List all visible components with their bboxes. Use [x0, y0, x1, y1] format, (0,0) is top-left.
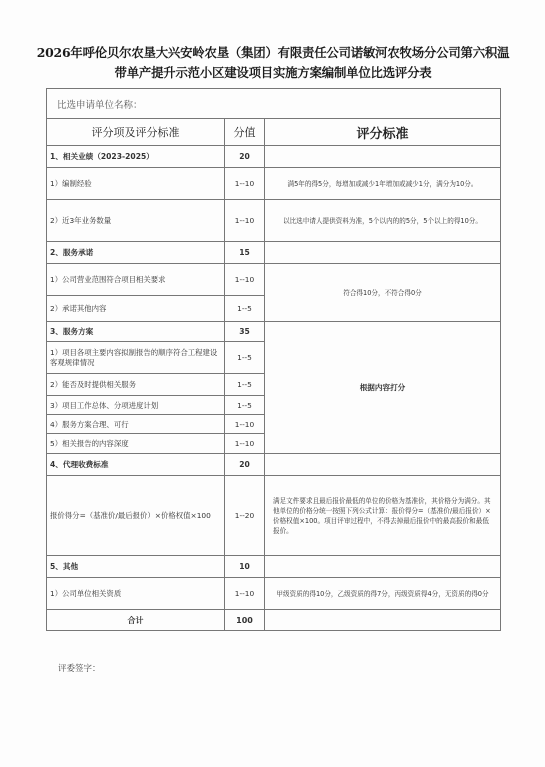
header-standard: 评分标准 [265, 119, 501, 146]
item-score: 1--10 [225, 415, 265, 434]
item-label: 1）编制经验 [47, 168, 225, 200]
item-label: 3）项目工作总体、分项进度计划 [47, 396, 225, 415]
item-standard: 满足文件要求且最后报价最低的单位的价格为基准价，其价格分为满分。其他单位的价格分统一按照下列公式计算：报价得分=（基准价/最后报价）×价格权值×100。项目评审过程中，不得去掉最后报价中的最高报价和最低报价。 [265, 476, 501, 556]
total-row [47, 610, 501, 631]
header-score: 分值 [225, 119, 265, 146]
item-score: 1--5 [225, 396, 265, 415]
section-label: 1、相关业绩（2023-2025） [47, 146, 225, 168]
scoring-table [46, 88, 501, 631]
item-label: 5）相关报告的内容深度 [47, 434, 225, 454]
total-label: 合计 [47, 610, 225, 631]
table-row [47, 578, 501, 610]
section-row [47, 556, 501, 578]
item-score: 1--5 [225, 296, 265, 322]
section-row [47, 322, 501, 342]
section-score: 20 [225, 454, 265, 476]
section-score: 20 [225, 146, 265, 168]
item-score: 1--5 [225, 342, 265, 374]
item-label: 报价得分=（基准价/最后报价）×价格权值×100 [47, 476, 225, 556]
section-label: 5、其他 [47, 556, 225, 578]
table-header-row [47, 119, 501, 146]
item-score: 1--10 [225, 578, 265, 610]
section-standard-empty [265, 242, 501, 264]
item-label: 4）服务方案合理、可行 [47, 415, 225, 434]
item-standard: 满5年的得5分，每增加或减少1年增加或减少1分，满分为10分。 [265, 168, 501, 200]
table-row [47, 264, 501, 296]
table-row [47, 200, 501, 242]
section-score: 15 [225, 242, 265, 264]
section-score: 10 [225, 556, 265, 578]
item-label: 1）公司营业范围符合项目相关要求 [47, 264, 225, 296]
section-3-standard: 根据内容打分 [265, 322, 501, 454]
item-label: 2）承诺其他内容 [47, 296, 225, 322]
section-label: 4、代理收费标准 [47, 454, 225, 476]
item-score: 1--20 [225, 476, 265, 556]
applicant-row [47, 89, 501, 119]
item-label: 1）项目各项主要内容拟制报告的顺序符合工程建设客观规律情况 [47, 342, 225, 374]
item-standard: 符合得10分，不符合得0分 [265, 264, 501, 322]
section-score: 35 [225, 322, 265, 342]
section-standard-empty [265, 146, 501, 168]
item-score: 1--10 [225, 434, 265, 454]
item-label: 2）能否及时提供相关服务 [47, 374, 225, 396]
header-item: 评分项及评分标准 [47, 119, 225, 146]
table-row [47, 476, 501, 556]
signature-label: 评委签字： [58, 664, 101, 674]
total-score: 100 [225, 610, 265, 631]
section-row [47, 146, 501, 168]
section-row [47, 454, 501, 476]
section-standard-empty [265, 556, 501, 578]
item-score: 1--10 [225, 168, 265, 200]
item-label: 1）公司单位相关资质 [47, 578, 225, 610]
item-score: 1--10 [225, 200, 265, 242]
applicant-name-field[interactable]: 比选申请单位名称： [47, 89, 501, 119]
table-row [47, 168, 501, 200]
item-standard: 甲级资质的得10分，乙级资质的得7分，丙级资质得4分，无资质的得0分 [265, 578, 501, 610]
section-label: 3、服务方案 [47, 322, 225, 342]
item-score: 1--5 [225, 374, 265, 396]
section-row [47, 242, 501, 264]
item-label: 2）近3年业务数量 [47, 200, 225, 242]
section-standard-empty [265, 454, 501, 476]
total-standard-empty [265, 610, 501, 631]
document-title: 2026年呼伦贝尔农垦大兴安岭农垦（集团）有限责任公司诺敏河农牧场分公司第六积温带单产提升示范小区建设项目实施方案编制单位比选评分表 [36, 45, 510, 80]
item-standard: 以比选申请人提供资料为准，5个以内的的5分，5个以上的得10分。 [265, 200, 501, 242]
item-score: 1--10 [225, 264, 265, 296]
section-label: 2、服务承诺 [47, 242, 225, 264]
